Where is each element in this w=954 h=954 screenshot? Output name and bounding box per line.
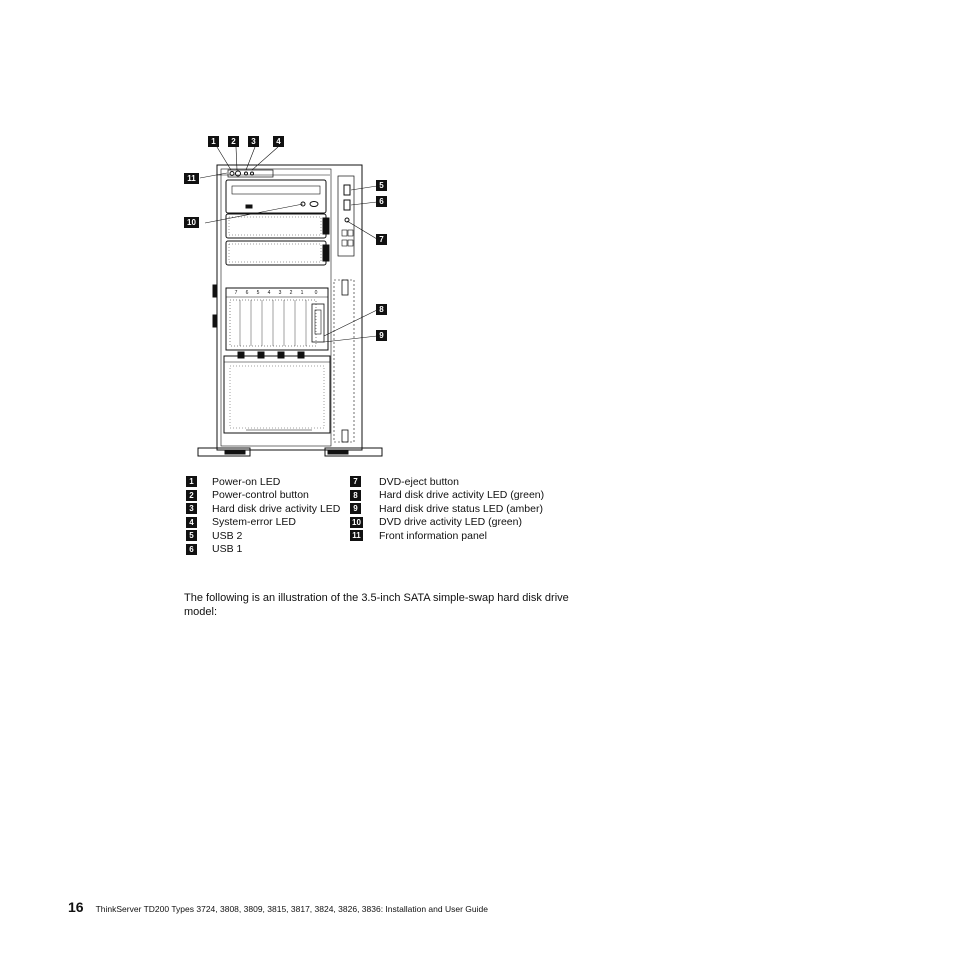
legend-item [350, 516, 544, 530]
legend-label: System-error LED [212, 516, 297, 529]
legend-number: 7 [350, 476, 361, 487]
legend-item [186, 529, 340, 543]
dvd-bay [226, 180, 326, 213]
bay-number: 0 [314, 290, 318, 296]
legend-item [186, 502, 340, 516]
callout-9: 9 [376, 330, 387, 341]
legend-number: 6 [186, 544, 197, 555]
body-paragraph: The following is an illustration of the 3.5-inch SATA simple-swap hard disk drive model: [184, 592, 569, 618]
legend-label: Hard disk drive activity LED [212, 502, 341, 515]
legend-label: DVD-eject button [379, 475, 459, 488]
legend-column-2 [350, 475, 544, 543]
drive-bay-2 [226, 241, 326, 265]
legend-label: USB 2 [212, 529, 243, 542]
legend-number: 5 [186, 530, 197, 541]
legend-label: DVD drive activity LED (green) [379, 516, 522, 529]
footer-title: ThinkServer TD200 Types 3724, 3808, 3809, 3815, 3817, 3824, 3826, 3836: Installation and User Guide [95, 904, 488, 914]
callout-8: 8 [376, 304, 387, 315]
lower-bezel [224, 356, 330, 433]
legend-number: 1 [186, 476, 197, 487]
callout-5: 5 [376, 180, 387, 191]
page-number: 16 [68, 899, 84, 915]
legend-label: Front information panel [379, 529, 487, 542]
page-footer [68, 899, 488, 915]
chassis-outline [217, 165, 362, 450]
bay-number: 3 [278, 290, 282, 296]
callout-11: 11 [184, 173, 199, 184]
legend-item [186, 475, 340, 489]
legend-number: 11 [350, 530, 363, 541]
dvd-eject-button [310, 202, 318, 207]
legend-number: 4 [186, 517, 197, 528]
legend-number: 2 [186, 490, 197, 501]
bay-number: 7 [234, 290, 238, 296]
callout-6: 6 [376, 196, 387, 207]
legend-label: Power-control button [212, 489, 309, 502]
system-error-led [251, 172, 254, 175]
callout-2: 2 [228, 136, 239, 147]
bay-number: 4 [267, 290, 271, 296]
usb-1-port [344, 200, 350, 210]
legend-number: 9 [350, 503, 361, 514]
server-front-drawing [180, 130, 400, 465]
legend-item [350, 502, 544, 516]
hdd-activity-led [245, 172, 248, 175]
legend-item [186, 516, 340, 530]
callout-4: 4 [273, 136, 284, 147]
legend-label: Hard disk drive status LED (amber) [379, 502, 543, 515]
legend-item [350, 529, 544, 543]
legend-number: 10 [350, 517, 363, 528]
usb-2-port [344, 185, 350, 195]
legend-item [186, 489, 340, 503]
bay-number: 1 [300, 290, 304, 296]
bay-number: 6 [245, 290, 249, 296]
legend-item [350, 475, 544, 489]
bay-number: 5 [256, 290, 260, 296]
callout-3: 3 [248, 136, 259, 147]
drive-bay-1 [226, 214, 326, 238]
bay-number: 2 [289, 290, 293, 296]
server-front-illustration [180, 130, 400, 465]
legend-number: 8 [350, 490, 361, 501]
legend-label: USB 1 [212, 543, 243, 556]
usb-panel [338, 176, 354, 256]
callout-1: 1 [208, 136, 219, 147]
legend-label: Hard disk drive activity LED (green) [379, 489, 545, 502]
legend-number: 3 [186, 503, 197, 514]
legend-item [186, 543, 340, 557]
legend-item [350, 489, 544, 503]
dvd-logo [246, 205, 252, 208]
callout-10: 10 [184, 217, 199, 228]
legend-label: Power-on LED [212, 475, 281, 488]
legend-column-1 [186, 475, 340, 556]
callout-7: 7 [376, 234, 387, 245]
